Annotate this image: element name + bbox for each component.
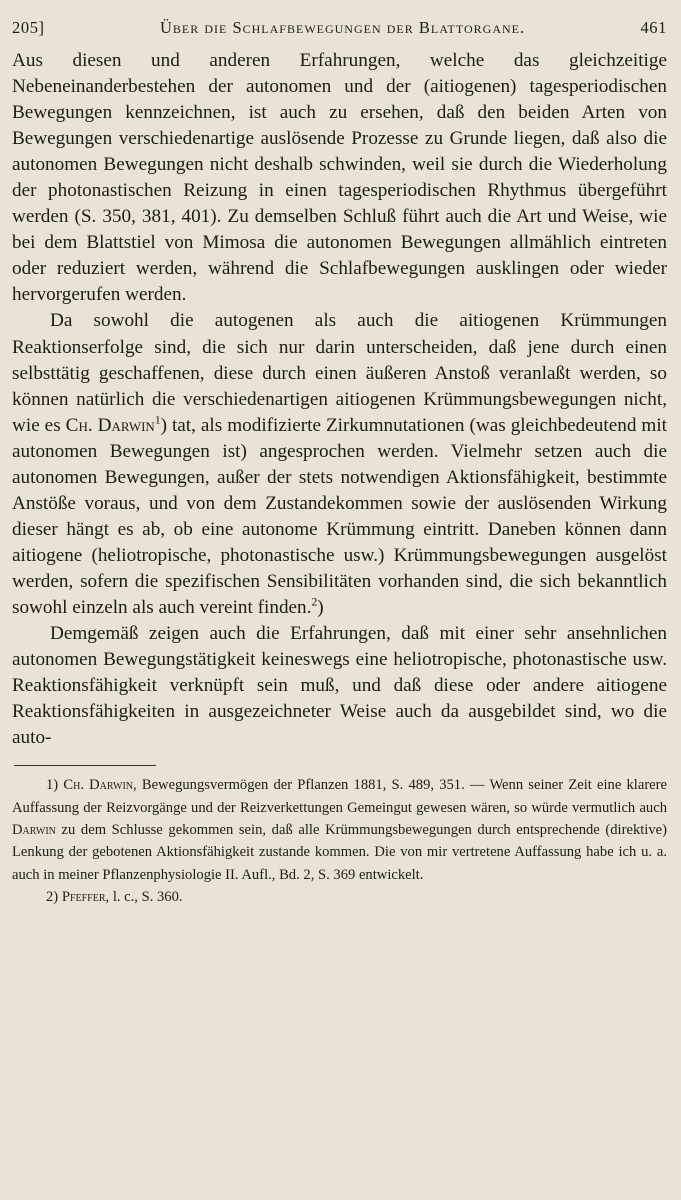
running-header [12, 18, 667, 38]
running-title: Über die Schlafbewegungen der Blattorgane. [159, 18, 526, 37]
page-number: 461 [640, 18, 667, 37]
footnote-1-marker: 1) [46, 777, 59, 794]
footnotes [12, 774, 667, 908]
paragraph-2-end: ) [317, 596, 324, 618]
footnote-2-author: Pfeffer [61, 889, 106, 906]
footnote-2-marker: 2) [46, 889, 59, 906]
main-text [12, 48, 667, 751]
footnote-1-author-2: Darwin [12, 822, 56, 839]
footnote-1-text-a: , Bewegungsvermögen der Pflanzen 1881, S. 489, 351. — Wenn seiner Zeit eine klarere Auffassung der Reizvorgänge und der Reizverkettungen Gemeingut gewesen wären, so würde vermutlich auch [12, 777, 667, 816]
paragraph-1: Aus diesen und anderen Erfahrungen, welche das gleichzeitige Nebeneinanderbestehen der autonomen und der (aitiogenen) tagesperiodischen Bewegungen kennzeichnen, ist auch zu ersehen, daß den beiden Arten von Bewegungen verschiedenartige auslösende Prozesse zu Grunde liegen, daß also die autonomen Bewegungen nicht deshalb schwinden, weil sie durch die Wiederholung der photonastischen Reizung in einen tagesperiodischen Rhythmus übergeführt werden (S. 350, 381, 401). Zu demselben Schluß führt auch die Art und Weise, wie bei dem Blattstiel von Mimosa die autonomen Bewegungen allmählich eintreten oder reduziert werden, während die Schlafbewegungen ausklingen oder wieder hervorgerufen werden. [12, 50, 667, 306]
footnote-1-text-b: zu dem Schlusse gekommen sein, daß alle Krümmungsbewegungen durch entsprechende (direktive) Lenkung der gebotenen Aktionsfähigkeit zustande kommen. Die von mir vertretene Auffassung habe ich u. a. auch in meiner Pflanzenphysiologie II. Aufl., Bd. 2, S. 369 entwickelt. [12, 822, 667, 883]
paragraph-2 [12, 308, 667, 621]
footnote-ref-1[interactable]: 1 [154, 414, 161, 427]
paragraph-3: Demgemäß zeigen auch die Erfahrungen, daß mit einer sehr ansehnlichen autonomen Bewegungstätigkeit keineswegs eine heliotropische, photonastische usw. Reaktionsfähigkeit verknüpft sein muß, und daß diese oder andere aitiogene Reaktionsfähigkeiten in ausgezeichneter Weise auch da ausgebildet sind, wo die auto- [12, 623, 667, 749]
paragraph-2-part-2: ) tat, als modifizierte Zirkumnutationen (was gleichbedeutend mit autonomen Bewegungen ist) angesprochen werden. Vielmehr setzen auch die autonomen Bewegungen, außer der stets notwendigen Aktionsfähigkeit, bestimmte Anstöße voraus, und von dem Zustandekommen sowie der auslösenden Wirkung dieser hängt es ab, ob eine autonome Krümmung eintritt. Daneben können dann aitiogene (heliotropische, photonastische usw.) Krümmungsbewegungen ausgelöst werden, sofern die spezifischen Sensibilitäten vorhanden sind, die sich bekanntlich sowohl einzeln als auch vereint finden. [12, 414, 667, 618]
footnote-divider [14, 765, 156, 766]
author-darwin: Ch. Darwin [65, 414, 155, 436]
footnote-1-author: Ch. Darwin [63, 777, 134, 794]
footnote-ref-2[interactable]: 2 [311, 596, 318, 609]
footnote-2 [12, 886, 667, 908]
paragraph-2-part-1: Da sowohl die autogenen als auch die aitiogenen Krümmungen Reaktionserfolge sind, die sich nur darin unterscheiden, daß jene durch einen selbsttätig geschaffenen, diese durch einen äußeren Anstoß veranlaßt werden, so können natürlich die verschiedenartigen aitiogenen Krümmungsbewegungen nicht, wie es [12, 310, 667, 436]
section-reference: 205] [12, 18, 45, 37]
footnote-2-text: , l. c., S. 360. [105, 889, 183, 906]
footnote-1 [12, 774, 667, 886]
